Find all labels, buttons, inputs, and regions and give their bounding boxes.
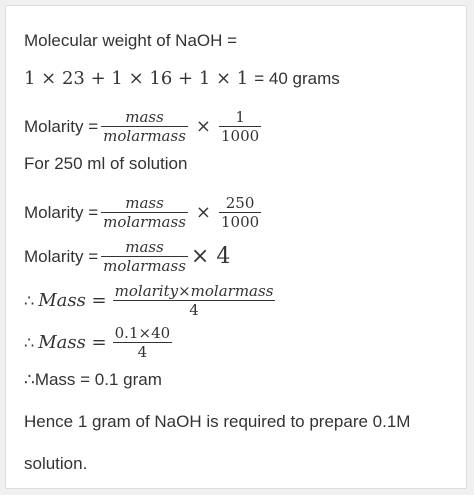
fraction-numerator: mass — [125, 108, 164, 126]
fraction-denominator: molarmass — [103, 257, 186, 275]
fraction-numerator: mass — [125, 238, 164, 256]
conclusion-line-1 — [24, 411, 410, 433]
fraction-numerator: molarity×molarmass — [114, 282, 274, 300]
molarity-formula-2 — [24, 194, 264, 231]
weight-result: = 40 grams — [254, 69, 340, 88]
fraction-250-1000 — [219, 194, 261, 231]
fraction-denominator: 1000 — [221, 127, 260, 145]
mass-result — [24, 369, 162, 391]
fraction-denominator: 4 — [189, 301, 199, 319]
weight-expression: 1 × 23 + 1 × 16 + 1 × 1 — [24, 68, 249, 89]
therefore-symbol: ∴ — [24, 332, 35, 352]
molarity-formula-3 — [24, 238, 230, 275]
volume-text: For 250 ml of solution — [24, 154, 188, 173]
mass-result-text: ∴Mass = 0.1 gram — [24, 370, 162, 389]
fraction-denominator: 1000 — [221, 213, 260, 231]
fraction-0-1x40-over-4 — [113, 324, 173, 361]
fraction-numerator: 0.1×40 — [114, 324, 171, 342]
conclusion-line-2 — [24, 453, 87, 475]
molarity-label: Molarity = — [24, 202, 99, 222]
molecular-weight-equation — [24, 68, 340, 90]
times-operator: × — [195, 201, 211, 223]
fraction-numerator: 1 — [235, 108, 245, 126]
mass-lhs: Mass = — [38, 331, 107, 353]
fraction-denominator: molarmass — [103, 213, 186, 231]
fraction-denominator: molarmass — [103, 127, 186, 145]
fraction-mass-molarmass — [101, 194, 188, 231]
text-molecular-weight — [24, 30, 237, 52]
therefore-symbol: ∴ — [24, 290, 35, 310]
fraction-mass-molarmass — [101, 108, 188, 145]
fraction-molarity-molarmass — [113, 282, 276, 319]
times-four: × 4 — [190, 243, 231, 269]
conclusion-text: solution. — [24, 454, 88, 473]
fraction-numerator: 250 — [225, 194, 255, 212]
mass-calculation — [24, 324, 175, 361]
mass-lhs: Mass = — [38, 289, 107, 311]
fraction-numerator: mass — [125, 194, 164, 212]
conclusion-text: Hence 1 gram of NaOH is required to prepare 0.1M — [24, 412, 411, 431]
molarity-label: Molarity = — [24, 246, 99, 266]
text-for-250ml — [24, 153, 187, 175]
fraction-mass-molarmass — [101, 238, 188, 275]
fraction-1-1000 — [219, 108, 261, 145]
molarity-formula-1 — [24, 108, 264, 145]
mass-formula — [24, 282, 278, 319]
fraction-denominator: 4 — [137, 343, 148, 361]
molarity-label: Molarity = — [24, 116, 99, 136]
answer-card — [5, 5, 467, 489]
times-operator: × — [195, 115, 211, 137]
molecular-weight-label: Molecular weight of NaOH = — [24, 31, 238, 50]
